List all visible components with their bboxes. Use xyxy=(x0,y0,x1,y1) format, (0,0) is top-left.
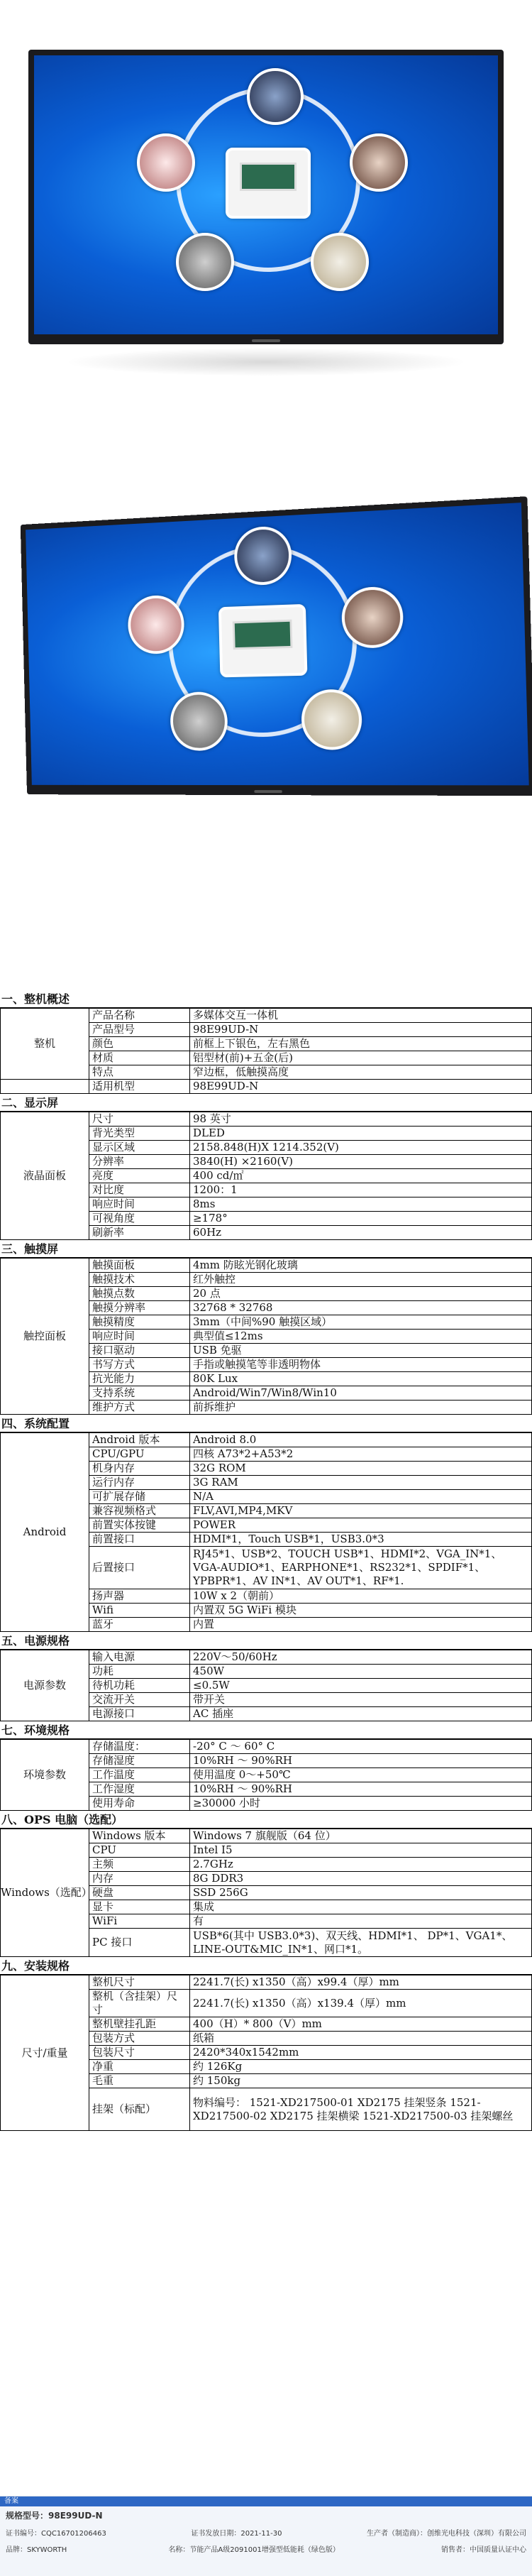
spec-key: 整机尺寸 xyxy=(89,1975,190,1990)
spec-row xyxy=(1,1433,532,1447)
spec-key: 兼容视频格式 xyxy=(89,1504,190,1518)
spec-key: 抗光能力 xyxy=(89,1372,190,1386)
spec-value: 使用温度 0～+50℃ xyxy=(190,1768,532,1782)
spec-value: Intel I5 xyxy=(190,1843,532,1858)
spec-key: 输入电源 xyxy=(89,1650,190,1665)
spec-key: 机身内存 xyxy=(89,1462,190,1476)
energy-label-footer xyxy=(0,2496,532,2576)
spec-value: 3mm（中间%90 触摸区域） xyxy=(190,1315,532,1330)
spec-key: 亮度 xyxy=(89,1169,190,1183)
section-title: 五、电源规格 xyxy=(0,1632,532,1650)
spec-row xyxy=(1,1080,532,1094)
spec-key: 显示区域 xyxy=(89,1141,190,1155)
spec-value: 红外触控 xyxy=(190,1273,532,1287)
spec-key: 前置接口 xyxy=(89,1533,190,1547)
spec-key: 显卡 xyxy=(89,1900,190,1914)
spec-value: 物料编号： 1521-XD217500-01 XD2175 挂架竖条 1521-XD217500-02 XD2175 挂架横梁 1521-XD217500-03 挂架螺丝 xyxy=(190,2088,532,2131)
spec-category: Windows（选配） xyxy=(1,1829,89,1957)
spec-key: 接口驱动 xyxy=(89,1344,190,1358)
footer-brand: 品牌：SKYWORTH xyxy=(6,2546,67,2554)
spec-value: 集成 xyxy=(190,1900,532,1914)
spec-key: Windows 版本 xyxy=(89,1829,190,1843)
spec-value: 8G DDR3 xyxy=(190,1872,532,1886)
spec-value: DLED xyxy=(190,1127,532,1141)
spec-value: FLV,AVI,MP4,MKV xyxy=(190,1504,532,1518)
spec-table xyxy=(0,1258,532,1415)
spec-key: 包装尺寸 xyxy=(89,2046,190,2060)
spec-value: 10W x 2（朝前） xyxy=(190,1589,532,1604)
section-title: 二、显示屏 xyxy=(0,1094,532,1112)
spec-value: RJ45*1、USB*2、TOUCH USB*1、HDMI*2、VGA_IN*1、VGA-AUDIO*1、EARPHONE*1、RS232*1、SPDIF*1、YPBPR*1、AV IN*1、AV OUT*1、RF*1. xyxy=(190,1547,532,1589)
spec-row xyxy=(1,1009,532,1023)
spec-value: 约 126Kg xyxy=(190,2060,532,2074)
spec-key: 交流开关 xyxy=(89,1693,190,1707)
spec-row xyxy=(1,1259,532,1273)
spec-value: 60Hz xyxy=(190,1226,532,1240)
spec-key: 工作温度 xyxy=(89,1768,190,1782)
spec-key: 材质 xyxy=(89,1051,190,1065)
spec-value: 80K Lux xyxy=(190,1372,532,1386)
spec-value: 手指或触摸笔等非透明物体 xyxy=(190,1358,532,1372)
spec-key: 刷新率 xyxy=(89,1226,190,1240)
spec-key: 存储湿度 xyxy=(89,1754,190,1768)
spec-key: 蓝牙 xyxy=(89,1618,190,1632)
spec-key: 待机功耗 xyxy=(89,1679,190,1693)
footer-seller: 销售者：中国质量认证中心 xyxy=(441,2546,526,2554)
spec-key: 功耗 xyxy=(89,1665,190,1679)
spec-key: PC 接口 xyxy=(89,1929,190,1957)
spec-category-empty xyxy=(1,1080,89,1094)
spec-value: 98E99UD-N xyxy=(190,1023,532,1037)
product-image-front xyxy=(0,0,532,398)
spec-value: 带开关 xyxy=(190,1693,532,1707)
spec-value: 前拆维护 xyxy=(190,1401,532,1415)
spec-category: 环境参数 xyxy=(1,1740,89,1811)
spec-value: Windows 7 旗舰版（64 位） xyxy=(190,1829,532,1843)
spec-value: 2241.7(长) x1350（高）x139.4（厚）mm xyxy=(190,1990,532,2017)
spec-value: 400 cd/㎡ xyxy=(190,1169,532,1183)
spec-category: 电源参数 xyxy=(1,1650,89,1721)
spec-key: 主频 xyxy=(89,1858,190,1872)
spec-key: 毛重 xyxy=(89,2074,190,2088)
spec-key: 可扩展存储 xyxy=(89,1490,190,1504)
spec-key: Wifi xyxy=(89,1604,190,1618)
spec-value: 铝型材(前)+五金(后) xyxy=(190,1051,532,1065)
spec-value: 32G ROM xyxy=(190,1462,532,1476)
spec-key: 尺寸 xyxy=(89,1112,190,1127)
spec-value: 约 150kg xyxy=(190,2074,532,2088)
spec-value: -20° C ～ 60° C xyxy=(190,1740,532,1754)
spec-key: 产品型号 xyxy=(89,1023,190,1037)
spec-key: 特点 xyxy=(89,1065,190,1080)
spec-value: 2420*340x1542mm xyxy=(190,2046,532,2060)
spec-category: Android xyxy=(1,1433,89,1632)
spec-value: 1200：1 xyxy=(190,1183,532,1197)
footer-maker: 生产者（制造商）：创维光电科技（深圳）有限公司 xyxy=(366,2530,526,2538)
spec-value: 2.7GHz xyxy=(190,1858,532,1872)
spec-value: 220V～50/60Hz xyxy=(190,1650,532,1665)
spec-key: 触摸精度 xyxy=(89,1315,190,1330)
spec-key: 后置接口 xyxy=(89,1547,190,1589)
spec-value: HDMI*1，Touch USB*1，USB3.0*3 xyxy=(190,1533,532,1547)
spec-table xyxy=(0,1008,532,1094)
section-title: 九、安装规格 xyxy=(0,1957,532,1975)
section-title: 一、整机概述 xyxy=(0,990,532,1008)
spec-value: 前框上下银色，左右黑色 xyxy=(190,1037,532,1051)
spec-key: 触摸分辨率 xyxy=(89,1301,190,1315)
spec-key: 维护方式 xyxy=(89,1401,190,1415)
spec-value: 98E99UD-N xyxy=(190,1080,532,1094)
spec-key: 挂架（标配） xyxy=(89,2088,190,2131)
spec-value: Android/Win7/Win8/Win10 xyxy=(190,1386,532,1401)
spec-value: 2241.7(长) x1350（高）x99.4（厚）mm xyxy=(190,1975,532,1990)
spec-key: 前置实体按键 xyxy=(89,1518,190,1533)
footer-cert: 证书编号：CQC16701206463 xyxy=(6,2530,106,2538)
spec-table xyxy=(0,1432,532,1632)
spec-key: 对比度 xyxy=(89,1183,190,1197)
spec-value: ≥178° xyxy=(190,1212,532,1226)
spec-value: 4mm 防眩光钢化玻璃 xyxy=(190,1259,532,1273)
spec-sheet xyxy=(0,990,532,2131)
spec-table xyxy=(0,1829,532,1957)
spec-row xyxy=(1,1112,532,1127)
spec-key: CPU/GPU xyxy=(89,1447,190,1462)
spec-value: 内置 xyxy=(190,1618,532,1632)
spec-value: 400（H）* 800（V）mm xyxy=(190,2017,532,2032)
spec-key: 工作湿度 xyxy=(89,1782,190,1797)
footer-model: 规格型号：98E99UD-N xyxy=(6,2511,103,2521)
spec-key: 包装方式 xyxy=(89,2032,190,2046)
footer-name: 名称：节能产品A级2091001增强型低能耗（绿色版） xyxy=(168,2546,340,2554)
spec-key: 内存 xyxy=(89,1872,190,1886)
spec-key: 触摸面板 xyxy=(89,1259,190,1273)
spec-value: Android 8.0 xyxy=(190,1433,532,1447)
footer-bar: 备案 xyxy=(0,2496,532,2506)
spec-category: 尺寸/重量 xyxy=(1,1975,89,2131)
spec-key: Android 版本 xyxy=(89,1433,190,1447)
spec-table xyxy=(0,1112,532,1240)
spec-value: USB 免驱 xyxy=(190,1344,532,1358)
spec-value: N/A xyxy=(190,1490,532,1504)
spec-key: 适用机型 xyxy=(89,1080,190,1094)
spec-key: 书写方式 xyxy=(89,1358,190,1372)
spec-value: ≥30000 小时 xyxy=(190,1797,532,1811)
section-title: 八、OPS 电脑（选配） xyxy=(0,1811,532,1829)
spec-value: 纸箱 xyxy=(190,2032,532,2046)
spec-row xyxy=(1,1829,532,1843)
spec-value: 多媒体交互一体机 xyxy=(190,1009,532,1023)
spec-row xyxy=(1,1740,532,1754)
spec-key: 扬声器 xyxy=(89,1589,190,1604)
spec-value: 四核 A73*2+A53*2 xyxy=(190,1447,532,1462)
spec-key: 硬盘 xyxy=(89,1886,190,1900)
spec-value: 10%RH ～ 90%RH xyxy=(190,1754,532,1768)
spec-value: 窄边框，低触摸高度 xyxy=(190,1065,532,1080)
spec-value: AC 插座 xyxy=(190,1707,532,1721)
spec-category: 整机 xyxy=(1,1009,89,1080)
spec-key: 响应时间 xyxy=(89,1330,190,1344)
spec-key: 支持系统 xyxy=(89,1386,190,1401)
spec-key: CPU xyxy=(89,1843,190,1858)
spec-value: USB*6(其中 USB3.0*3)、双天线、HDMI*1、 DP*1、VGA1*、 LINE-OUT&MIC_IN*1、网口*1。 xyxy=(190,1929,532,1957)
spec-value: POWER xyxy=(190,1518,532,1533)
spec-value: ≤0.5W xyxy=(190,1679,532,1693)
spec-value: 3840(H) ×2160(V) xyxy=(190,1155,532,1169)
spec-value: 2158.848(H)X 1214.352(V) xyxy=(190,1141,532,1155)
spec-key: 电源接口 xyxy=(89,1707,190,1721)
spec-value: 32768 * 32768 xyxy=(190,1301,532,1315)
spec-value: 98 英寸 xyxy=(190,1112,532,1127)
spec-table xyxy=(0,1975,532,2131)
spec-key: 触摸技术 xyxy=(89,1273,190,1287)
product-image-angled xyxy=(0,483,532,852)
spec-key: 运行内存 xyxy=(89,1476,190,1490)
spec-key: 整机壁挂孔距 xyxy=(89,2017,190,2032)
spec-key: 触摸点数 xyxy=(89,1287,190,1301)
spec-value: 有 xyxy=(190,1914,532,1929)
spec-key: 整机（含挂架）尺寸 xyxy=(89,1990,190,2017)
section-title: 四、系统配置 xyxy=(0,1415,532,1432)
spec-key: 净重 xyxy=(89,2060,190,2074)
spec-key: 可视角度 xyxy=(89,1212,190,1226)
spec-key: 颜色 xyxy=(89,1037,190,1051)
footer-date: 证书发放日期：2021-11-30 xyxy=(191,2530,282,2538)
spec-value: 20 点 xyxy=(190,1287,532,1301)
spec-table xyxy=(0,1650,532,1721)
spec-key: 产品名称 xyxy=(89,1009,190,1023)
spec-key: 响应时间 xyxy=(89,1197,190,1212)
spec-row xyxy=(1,1975,532,1990)
spec-value: 10%RH ～ 90%RH xyxy=(190,1782,532,1797)
spec-key: 分辨率 xyxy=(89,1155,190,1169)
spec-category: 液晶面板 xyxy=(1,1112,89,1240)
spec-value: 8ms xyxy=(190,1197,532,1212)
spec-key: WiFi xyxy=(89,1914,190,1929)
spec-value: SSD 256G xyxy=(190,1886,532,1900)
spec-category: 触控面板 xyxy=(1,1259,89,1415)
section-title: 三、触摸屏 xyxy=(0,1240,532,1258)
spec-table xyxy=(0,1739,532,1811)
spec-row xyxy=(1,1650,532,1665)
spec-value: 450W xyxy=(190,1665,532,1679)
spec-value: 内置双 5G WiFi 模块 xyxy=(190,1604,532,1618)
spec-key: 使用寿命 xyxy=(89,1797,190,1811)
section-title: 七、环境规格 xyxy=(0,1721,532,1739)
spec-key: 背光类型 xyxy=(89,1127,190,1141)
spec-value: 3G RAM xyxy=(190,1476,532,1490)
spec-value: 典型值≤12ms xyxy=(190,1330,532,1344)
spec-key: 存储温度： xyxy=(89,1740,190,1754)
